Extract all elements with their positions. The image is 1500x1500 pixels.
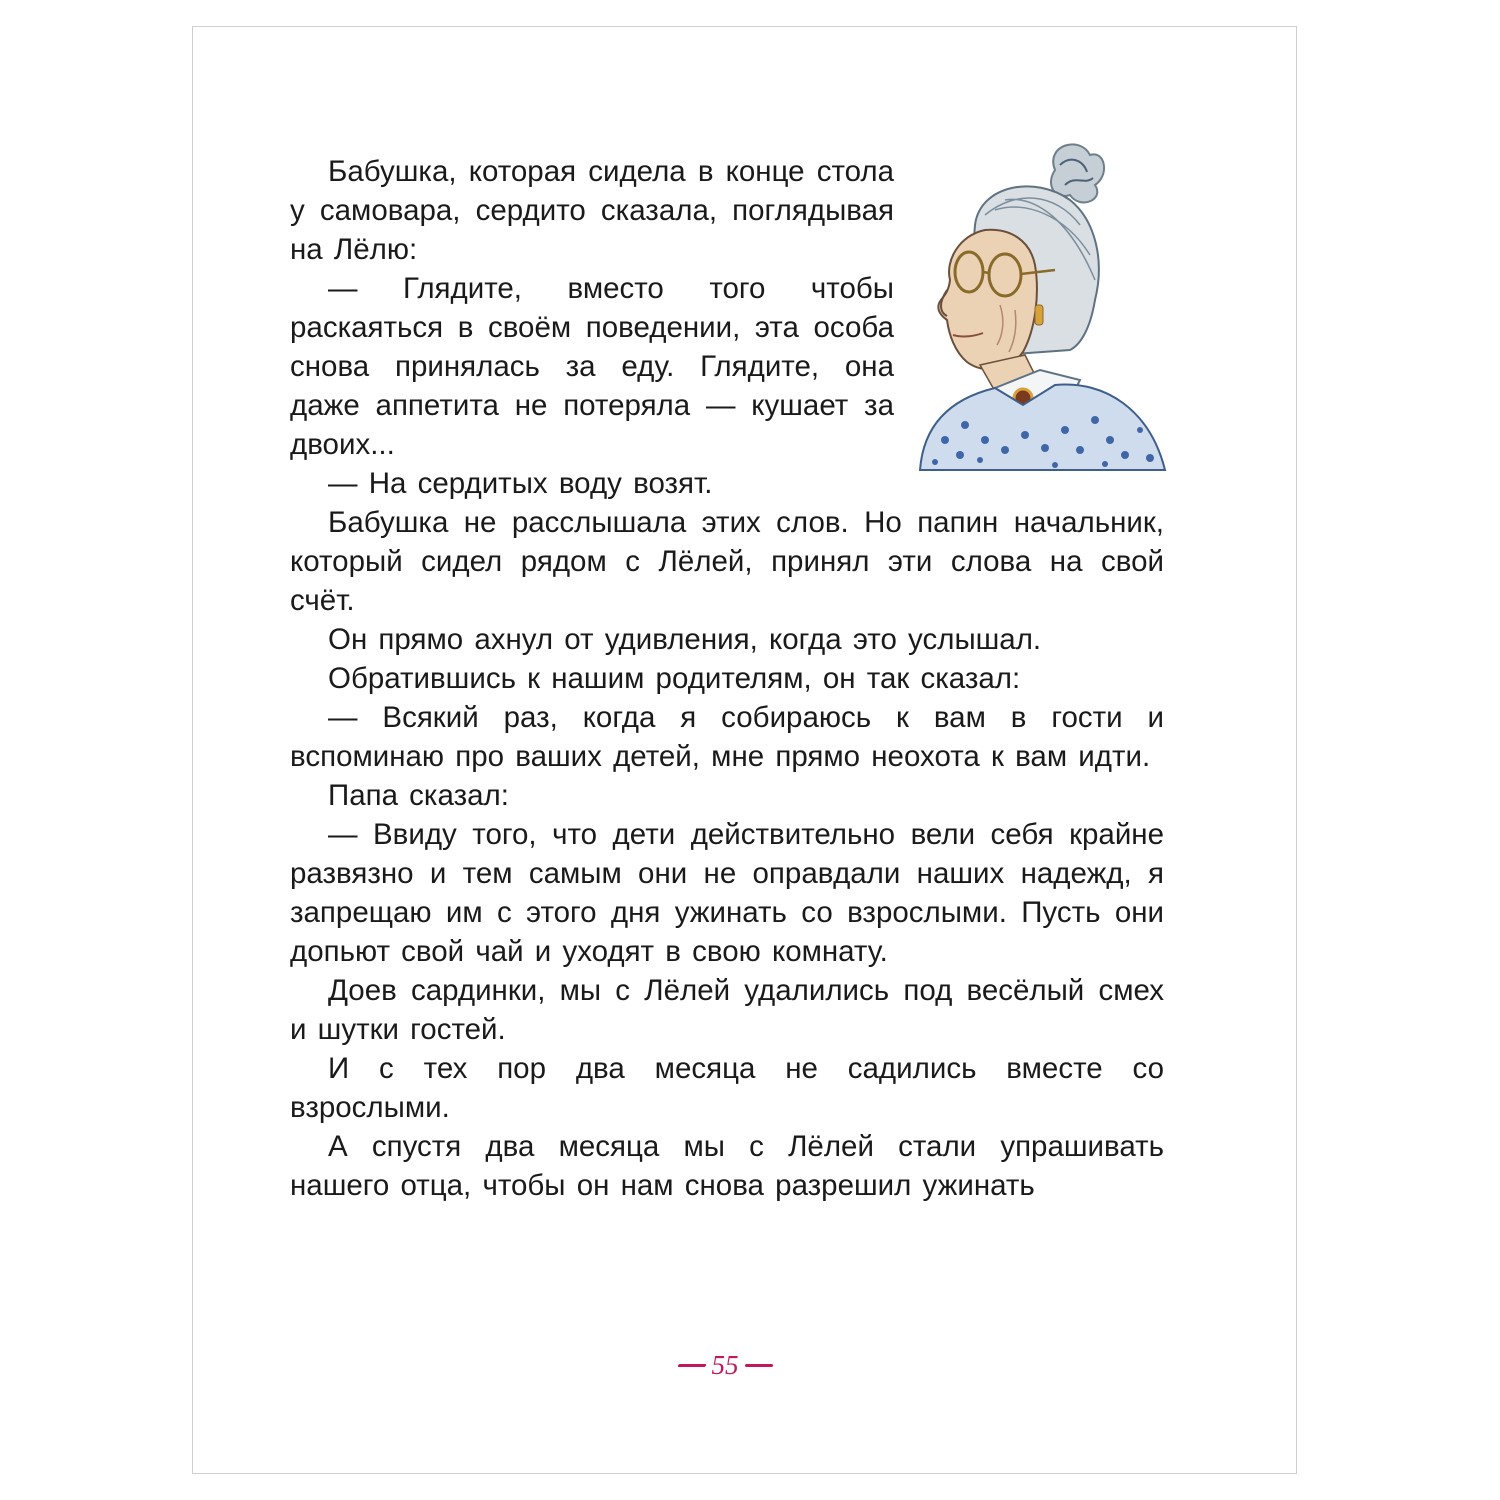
paragraph: Папа сказал: <box>328 779 509 812</box>
paragraph: А спустя два месяца мы с Лёлей стали упрашивать нашего отца, чтобы он нам снова разрешил ужинать <box>290 1130 1164 1202</box>
paragraph: Бабушка не расслышала этих слов. Но папин начальник, который сидел рядом с Лёлей, принял эти слова на свой счёт. <box>290 506 1164 617</box>
paragraph: И с тех пор два месяца не садились вместе со взрослыми. <box>290 1052 1164 1124</box>
paragraph: Доев сардинки, мы с Лёлей удалились под весёлый смех и шутки гостей. <box>290 974 1164 1046</box>
paragraph: Обратившись к нашим родителям, он так сказал: <box>328 662 1021 695</box>
page-number-folio <box>672 1348 778 1382</box>
paragraph: — Глядите, вместо того чтобы раскаяться в своём поведении, эта особа снова принялась за еду. Глядите, она даже аппетита не потеряла — кушает за двоих... <box>290 272 894 461</box>
story-text <box>290 152 1164 1205</box>
paragraph: Бабушка, которая сидела в конце стола у самовара, сердито сказала, поглядывая на Лёлю: <box>290 155 894 266</box>
paragraph: Он прямо ахнул от удивления, когда это услышал. <box>328 623 1042 656</box>
paragraph: — На сердитых воду возят. <box>328 467 713 500</box>
paragraph: — Ввиду того, что дети действительно вели себя крайне развязно и тем самым они не оправдали наших надежд, я запрещаю им с этого дня ужинать со взрослыми. Пусть они допьют свой чай и уходят в свою комнату. <box>290 818 1164 968</box>
paragraph: — Всякий раз, когда я собираюсь к вам в гости и вспоминаю про ваших детей, мне прямо неохота к вам идти. <box>290 701 1164 773</box>
folio-left-rule <box>677 1364 706 1367</box>
page-number: 55 <box>711 1349 739 1380</box>
folio-right-rule <box>745 1364 773 1367</box>
